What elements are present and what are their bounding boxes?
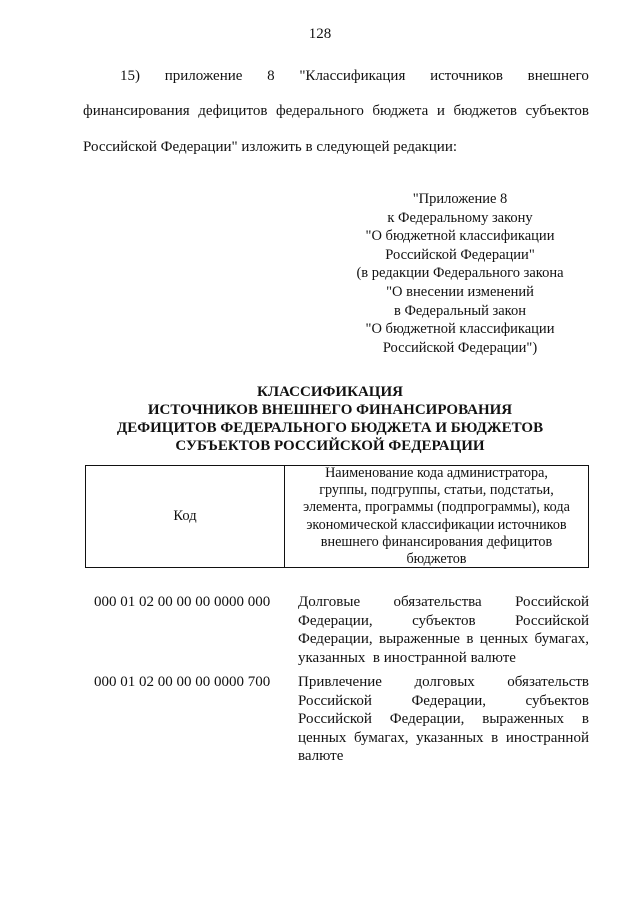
row-word: Федерации, bbox=[389, 711, 465, 727]
intro-word: субъектов bbox=[525, 103, 589, 119]
appendix-line: "О бюджетной классификации bbox=[365, 321, 555, 338]
intro-word: "Классификация bbox=[299, 68, 406, 84]
intro-line-1 bbox=[120, 68, 589, 85]
intro-word: и bbox=[436, 103, 445, 119]
row-word: в bbox=[581, 711, 589, 727]
row-word: указанных в иностранной валюте bbox=[298, 649, 516, 666]
intro-word: внешнего bbox=[527, 68, 589, 84]
row-word: в bbox=[491, 729, 499, 746]
row-word: бумагах, bbox=[534, 631, 589, 647]
title-line: СУБЪЕКТОВ РОССИЙСКОЙ ФЕДЕРАЦИИ bbox=[175, 438, 485, 454]
table-header bbox=[85, 465, 589, 568]
row-word: Российской bbox=[515, 612, 589, 629]
title-line: ДЕФИЦИТОВ ФЕДЕРАЛЬНОГО БЮДЖЕТА И БЮДЖЕТОВ bbox=[116, 420, 544, 436]
row-word: валюте bbox=[298, 748, 344, 764]
intro-word: бюджета bbox=[372, 103, 429, 119]
row-word: выраженные bbox=[378, 631, 460, 647]
row-name bbox=[298, 593, 589, 667]
row-word: Российской bbox=[298, 711, 372, 727]
row-word: долговых bbox=[414, 674, 475, 690]
intro-word: финансирования bbox=[83, 103, 190, 119]
intro-word: дефицитов bbox=[198, 103, 268, 119]
row-word: ценных bbox=[298, 729, 347, 746]
row-code: 000 01 02 00 00 00 0000 700 bbox=[94, 674, 271, 690]
appendix-line: в Федеральный закон bbox=[393, 302, 526, 319]
row-word: Долговые bbox=[298, 594, 361, 610]
row-word: ценных bbox=[479, 631, 529, 647]
column-header-name bbox=[285, 466, 588, 567]
appendix-line: (в редакции Федерального закона bbox=[356, 265, 564, 282]
row-name-line bbox=[298, 649, 589, 668]
appendix-line: Российской Федерации" bbox=[385, 246, 535, 263]
row-name-line bbox=[298, 593, 589, 612]
header-name-line: бюджетов bbox=[406, 550, 467, 567]
row-word: обязательства bbox=[393, 594, 482, 610]
appendix-reference bbox=[330, 190, 590, 357]
row-word: Федерации, bbox=[298, 612, 373, 629]
title-line: ИСТОЧНИКОВ ВНЕШНЕГО ФИНАНСИРОВАНИЯ bbox=[147, 402, 513, 418]
intro-word: федерального bbox=[275, 103, 364, 119]
row-word: Российской bbox=[515, 594, 589, 610]
row-word: выраженных bbox=[482, 711, 565, 727]
document-title bbox=[80, 383, 580, 455]
row-name-line bbox=[298, 747, 589, 766]
row-word: Федерации, bbox=[298, 631, 373, 647]
header-name-line: экономической классификации источников bbox=[306, 516, 567, 533]
row-name-line bbox=[298, 692, 589, 711]
intro-word: источников bbox=[430, 68, 503, 84]
row-word: обязательств bbox=[507, 674, 589, 690]
intro-word: 15) bbox=[120, 68, 140, 84]
header-name-line: внешнего финансирования дефицитов bbox=[320, 533, 553, 550]
row-code: 000 01 02 00 00 00 0000 000 bbox=[94, 594, 271, 610]
title-line: КЛАССИФИКАЦИЯ bbox=[257, 384, 403, 400]
header-name-line: группы, подгруппы, статьи, подстатьи, bbox=[319, 482, 554, 499]
row-name-line bbox=[298, 729, 589, 748]
row-word: иностранной bbox=[505, 729, 589, 746]
row-name-line bbox=[298, 710, 589, 729]
appendix-line: "О внесении изменений bbox=[386, 283, 534, 300]
row-word: Привлечение bbox=[298, 674, 382, 690]
row-word: в bbox=[466, 631, 474, 647]
row-word: Федерации, bbox=[411, 692, 487, 709]
appendix-line: к Федеральному закону bbox=[387, 209, 533, 226]
row-word: указанных bbox=[416, 729, 484, 746]
row-name-line bbox=[298, 630, 589, 649]
row-name-line bbox=[298, 612, 589, 631]
appendix-line: "Приложение 8 bbox=[412, 191, 508, 207]
appendix-line: "О бюджетной классификации bbox=[365, 228, 555, 245]
page-number: 128 bbox=[308, 26, 332, 42]
appendix-line: Российской Федерации") bbox=[382, 339, 538, 356]
intro-line-3: Российской Федерации" изложить в следующей редакции: bbox=[83, 139, 458, 155]
row-name-line bbox=[298, 673, 589, 692]
intro-word: бюджетов bbox=[453, 103, 517, 119]
row-word: Российской bbox=[298, 692, 372, 709]
intro-word: 8 bbox=[267, 68, 275, 84]
row-word: субъектов bbox=[525, 692, 589, 709]
row-word: бумагах, bbox=[353, 729, 409, 746]
header-name-line: элемента, программы (подпрограммы), кода bbox=[303, 499, 570, 516]
header-name-line: Наименование кода администратора, bbox=[325, 464, 548, 481]
column-header-code: Код bbox=[86, 466, 285, 567]
row-name bbox=[298, 673, 589, 766]
intro-line-2 bbox=[83, 103, 589, 120]
row-word: субъектов bbox=[412, 612, 476, 629]
intro-word: приложение bbox=[164, 68, 243, 84]
